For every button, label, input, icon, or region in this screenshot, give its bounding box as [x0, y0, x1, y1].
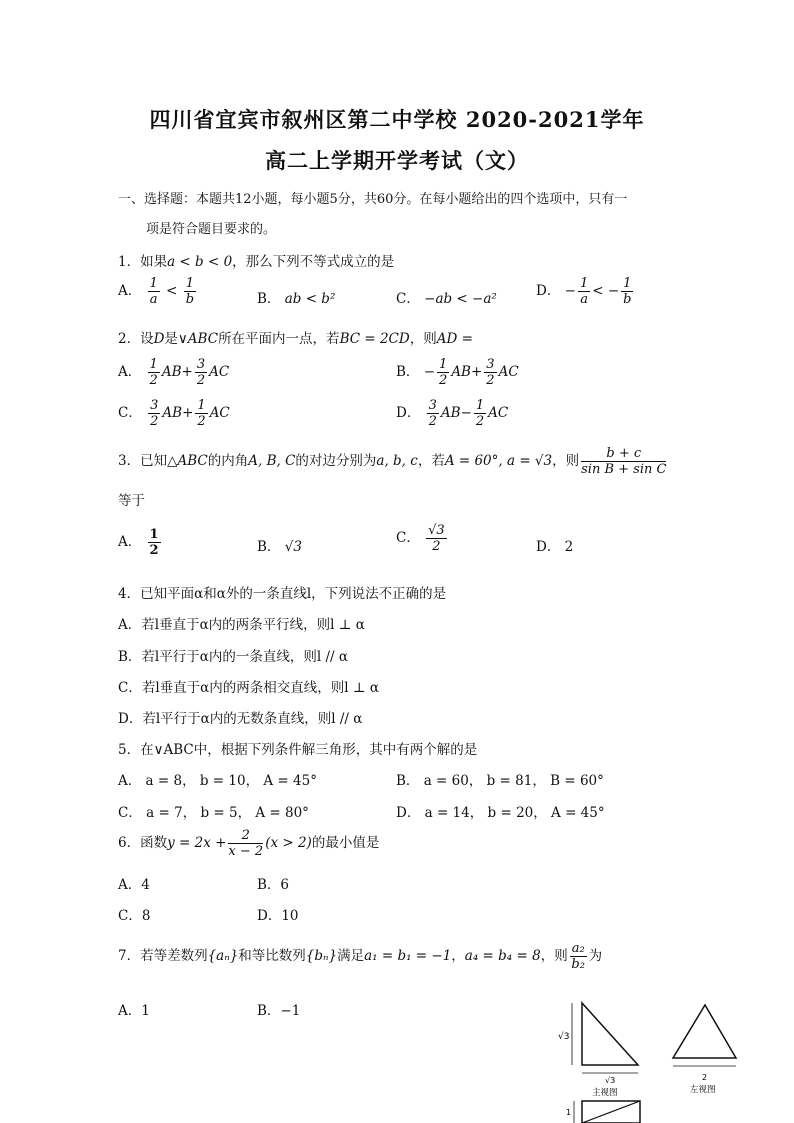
q2-b-frac1-den: 2	[439, 373, 448, 388]
q2-d-frac2	[474, 398, 486, 429]
q6-option-a: A．4	[118, 877, 150, 893]
q2-d-frac2-den: 2	[475, 414, 485, 429]
q5-option-d: D． a = 14， b = 20， A = 45°	[396, 805, 605, 821]
q2-c-frac1-den: 2	[150, 414, 159, 429]
q6-domain: (x > 2)	[265, 835, 312, 851]
q2-d-frac2-num: 1	[475, 398, 485, 413]
q6-frac-num: 2	[228, 828, 263, 844]
q7-seq-b: {bₙ}	[305, 948, 338, 964]
q2-b-frac2-den: 2	[486, 373, 495, 388]
q6-stem-prefix: 6．函数	[118, 835, 168, 851]
q7-ratio	[570, 941, 587, 972]
q2-a-vec1: AB	[161, 364, 182, 380]
q1-stem-condition: a < b < 0	[167, 254, 233, 270]
q2-vector-ad: AD =	[436, 331, 473, 347]
q7-stem-satisfy: 满足	[337, 948, 365, 964]
q1-option-b-label: B．	[257, 291, 281, 307]
q1-a-frac1	[148, 276, 160, 307]
q2-b-frac2	[484, 357, 496, 388]
q2-d-vec1: AB	[440, 405, 461, 421]
q3-option-a-label: A．	[118, 534, 142, 550]
q5-option-b: B． a = 60， b = 81， B = 60°	[396, 773, 604, 789]
q3-stem-prefix: 3．已知	[118, 453, 168, 469]
q6-stem-suffix: 的最小值是	[311, 835, 380, 851]
q3-option-b-label: B．	[257, 539, 281, 555]
q1-a-frac2-den: b	[185, 292, 195, 307]
q6-function-frac	[228, 828, 263, 859]
q1-option-c-label: C．	[396, 291, 420, 307]
q2-stem-mid: 所在平面内一点，若	[218, 331, 340, 347]
q2-c-frac1	[148, 398, 160, 429]
q7-stem-prefix: 7．若等差数列	[118, 948, 208, 964]
q1-d-op: < −	[592, 283, 620, 299]
q1-option-c	[396, 287, 497, 307]
q2-a-frac2-num: 3	[196, 357, 206, 372]
q7-stem	[118, 941, 602, 972]
q3-stem-end: 等于	[118, 493, 145, 509]
q7-ratio-num: a₂	[571, 941, 585, 956]
q2-c-plus: +	[182, 405, 194, 421]
q7-stem-then: ，则	[540, 948, 568, 964]
q3-stem-sides-lead: 的对边分别为	[295, 453, 377, 469]
q7-ratio-den: b₂	[571, 957, 585, 972]
q2-b-vec2: AC	[498, 364, 519, 380]
q3-option-a	[118, 527, 163, 558]
exam-title-line1: 四川省宜宾市叙州区第二中学校 2020-2021学年	[149, 107, 645, 132]
q2-b-vec1: AB	[451, 364, 471, 380]
front-width-label: √3	[605, 1076, 616, 1085]
q3-d-value: 2	[564, 539, 574, 555]
q3-stem-then: ，则	[552, 453, 580, 469]
q4-stem: 4．已知平面α和α外的一条直线l，下列说法不正确的是	[118, 586, 447, 602]
q6-option-c: C．8	[118, 908, 151, 924]
q2-d-vec2: AC	[488, 405, 509, 421]
q7-option-a: A．1	[118, 1003, 150, 1019]
q2-stem	[118, 327, 473, 347]
q2-option-c	[118, 398, 230, 429]
q2-option-a-label: A．	[118, 364, 142, 380]
q3-sides: a, b, c	[376, 453, 418, 469]
q3-expression-num: b + c	[581, 446, 666, 462]
q2-c-vec1: AB	[162, 405, 183, 421]
q3-a-num: 1	[149, 527, 159, 542]
left-view-triangle	[673, 1005, 736, 1058]
exam-title-line2: 高二上学期开学考试（文）	[265, 148, 529, 173]
q1-d-frac1-num: 1	[579, 276, 589, 291]
q2-d-frac1	[427, 398, 439, 429]
q7-cond1: a₁ = b₁ = −1	[364, 948, 452, 964]
q1-option-a-label: A．	[118, 283, 142, 299]
q2-stem-then: ，则	[409, 331, 437, 347]
q7-seq-a: {aₙ}	[207, 948, 239, 964]
q3-option-d-label: D．	[536, 539, 561, 555]
q3-option-c-label: C．	[396, 530, 420, 546]
q1-stem-suffix: ，那么下列不等式成立的是	[232, 254, 395, 270]
q5-option-c: C． a = 7， b = 5， A = 80°	[118, 805, 309, 821]
q6-option-d: D．10	[257, 908, 299, 924]
q7-option-b: B．−1	[257, 1003, 301, 1019]
front-view-triangle	[582, 1003, 638, 1065]
q2-b-minus: −	[423, 364, 436, 380]
q1-d-frac1	[578, 276, 590, 307]
q2-b-plus: +	[470, 364, 483, 380]
q1-option-b-expr: ab < b²	[284, 291, 336, 307]
q1-option-d	[536, 276, 635, 307]
q1-option-a	[118, 276, 198, 307]
q2-option-a	[118, 357, 229, 388]
q3-option-b	[257, 535, 302, 555]
q7-cond2: a₄ = b₄ = 8	[464, 948, 541, 964]
q1-d-frac2-den: b	[623, 292, 632, 307]
q6-option-b: B．6	[257, 877, 290, 893]
q2-d-frac1-num: 3	[428, 398, 437, 413]
q1-option-d-label: D．	[536, 283, 561, 299]
left-view-caption: 左视图	[690, 1085, 716, 1095]
q2-b-frac1	[437, 357, 449, 388]
q2-stem-is: 是	[164, 331, 178, 347]
q7-sep: ，	[451, 948, 465, 964]
q1-option-c-expr: −ab < −a²	[424, 291, 497, 307]
q1-option-b	[257, 287, 335, 307]
q3-a-den: 2	[149, 543, 159, 558]
q2-a-plus: +	[181, 364, 193, 380]
left-width-label: 2	[702, 1073, 708, 1082]
q2-option-b	[396, 357, 519, 388]
three-view-figure	[550, 995, 750, 1123]
q1-a-frac1-den: a	[149, 292, 158, 307]
q2-c-frac2-num: 1	[197, 398, 206, 413]
q5-option-a: A． a = 8， b = 10， A = 45°	[118, 773, 317, 789]
q1-a-frac2	[184, 276, 196, 307]
q3-c-den: 2	[432, 539, 441, 554]
q3-angles: A, B, C	[248, 453, 296, 469]
q2-d-minus: −	[460, 405, 472, 421]
top-height-label: 1	[566, 1108, 572, 1117]
q6-stem	[118, 828, 379, 859]
q3-c-num: √3	[428, 523, 445, 538]
q7-stem-suffix: 为	[588, 948, 603, 964]
q4-option-a: A．若l垂直于α内的两条平行线，则l ⊥ α	[118, 617, 365, 633]
q2-a-vec2: AC	[209, 364, 230, 380]
q2-c-frac1-num: 3	[150, 398, 159, 413]
q3-b-value: √3	[284, 539, 302, 555]
q2-option-d	[396, 398, 508, 429]
q3-a-frac	[148, 527, 161, 558]
q2-a-frac2	[195, 357, 207, 388]
q4-option-b: B．若l平行于α内的一条直线，则l // α	[118, 649, 348, 665]
q4-option-c: C．若l垂直于α内的两条相交直线，则l ⊥ α	[118, 680, 379, 696]
front-view-caption: 主视图	[592, 1088, 618, 1098]
q2-option-c-label: C．	[118, 405, 142, 421]
q1-d-frac2	[621, 276, 633, 307]
q1-d-minus: −	[564, 283, 576, 299]
q1-stem	[118, 250, 394, 270]
q2-stem-prefix: 2．设	[118, 331, 154, 347]
q6-frac-den: x − 2	[228, 844, 264, 859]
q2-c-frac2-den: 2	[197, 414, 206, 429]
q3-expression	[581, 446, 666, 477]
q2-point-d: D	[153, 331, 165, 347]
section-intro-line1: 一、选择题：本题共12小题，每小题5分，共60分。在每小题给出的四个选项中，只有一	[118, 192, 628, 207]
q2-a-frac1-num: 1	[149, 357, 158, 372]
q3-stem	[118, 446, 668, 477]
q3-stem-angles-lead: 的内角	[207, 453, 249, 469]
q3-option-d	[536, 535, 573, 555]
q3-stem-if: ，若	[417, 453, 445, 469]
q2-option-b-label: B．	[396, 364, 420, 380]
q2-b-frac2-num: 3	[486, 357, 495, 372]
q2-a-frac1	[148, 357, 160, 388]
q1-a-frac1-num: 1	[149, 276, 158, 291]
q7-stem-and: 和等比数列	[238, 948, 306, 964]
q2-c-vec2: AC	[209, 405, 230, 421]
q2-a-frac1-den: 2	[149, 373, 158, 388]
q3-condition: A = 60°, a = √3	[444, 453, 553, 469]
q3-option-c	[396, 523, 449, 554]
top-view-diagonal	[582, 1101, 640, 1123]
q1-d-frac2-num: 1	[623, 276, 632, 291]
q2-b-frac1-num: 1	[439, 357, 448, 372]
q3-triangle: △ABC	[167, 453, 208, 469]
q3-expression-den: sin B + sin C	[581, 462, 667, 477]
q1-a-op: <	[166, 283, 178, 299]
q2-c-frac2	[195, 398, 207, 429]
front-height-label: √3	[558, 1032, 570, 1042]
q1-a-frac2-num: 1	[185, 276, 195, 291]
q2-option-d-label: D．	[396, 405, 421, 421]
q6-function-lhs: y = 2x +	[167, 835, 227, 851]
section-intro-line2: 项是符合题目要求的。	[146, 222, 277, 237]
q2-vector-condition: BC = 2CD	[339, 331, 410, 347]
q2-triangle: ∨ABC	[177, 331, 219, 347]
q4-option-d: D．若l平行于α内的无数条直线，则l // α	[118, 711, 363, 727]
q2-d-frac1-den: 2	[428, 414, 437, 429]
q2-a-frac2-den: 2	[196, 373, 206, 388]
q3-c-frac	[426, 523, 447, 554]
q5-stem: 5．在∨ABC中，根据下列条件解三角形，其中有两个解的是	[118, 742, 478, 758]
q1-d-frac1-den: a	[580, 292, 588, 307]
q1-stem-prefix: 1．如果	[118, 254, 168, 270]
